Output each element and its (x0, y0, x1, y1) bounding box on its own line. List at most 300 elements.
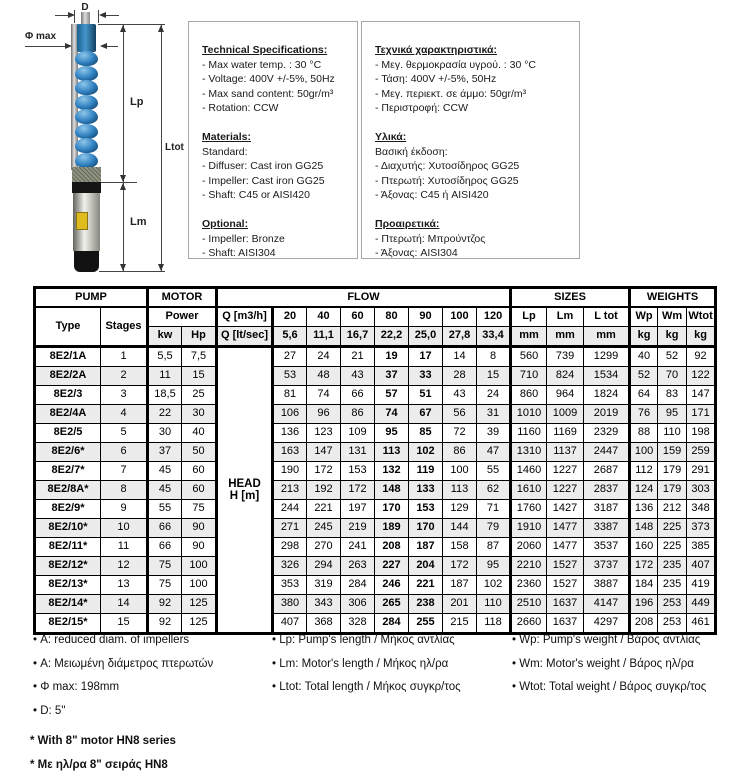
dim-label-d: D (81, 2, 89, 13)
head-value-cell: 172 (341, 481, 375, 500)
table-row (35, 500, 716, 519)
head-value-cell: 74 (375, 405, 409, 424)
footnotes-right (512, 634, 706, 705)
pump-type-cell: 8E2/12* (35, 557, 101, 576)
flow-header-m3h: 80 (375, 307, 409, 327)
power-kw-cell: 75 (148, 557, 182, 576)
spec-heading: Materials: (202, 130, 252, 143)
spec-heading: Optional: (202, 217, 249, 230)
spec-line: - Άξονας: AISI304 (375, 247, 458, 260)
flow-header-m3h: 90 (409, 307, 443, 327)
weight-value-cell: 76 (630, 405, 658, 424)
star-note: * With 8" motor HN8 series (30, 735, 176, 747)
footnote-item: • A: Μειωμένη διάμετρος πτερωτών (33, 658, 213, 670)
head-value-cell: 153 (409, 500, 443, 519)
table-row (35, 443, 716, 462)
head-value-cell: 263 (341, 557, 375, 576)
spec-heading: Υλικά: (375, 130, 407, 143)
size-value-cell: 2019 (584, 405, 630, 424)
power-hp-cell: 100 (182, 557, 217, 576)
head-value-cell: 71 (477, 500, 511, 519)
spec-section (375, 130, 571, 203)
footnotes-middle (272, 634, 461, 705)
table-row (35, 614, 716, 634)
head-value-cell: 67 (409, 405, 443, 424)
arrow-right-icon (68, 12, 75, 18)
weight-value-cell: 179 (658, 481, 687, 500)
size-value-cell: 824 (547, 367, 584, 386)
size-value-cell: 1227 (547, 462, 584, 481)
spec-line: - Διαχυτής: Χυτοσίδηρος GG25 (375, 160, 520, 173)
stages-cell: 15 (101, 614, 148, 634)
head-value-cell: 133 (409, 481, 443, 500)
flow-header-m3h: 100 (443, 307, 477, 327)
head-value-cell: 24 (307, 347, 341, 367)
star-note: * Με ηλ/ρα 8" σειράς HN8 (30, 758, 168, 771)
arrow-down-icon (120, 175, 126, 182)
weight-value-cell: 196 (630, 595, 658, 614)
dim-line (105, 15, 119, 16)
head-value-cell: 219 (341, 519, 375, 538)
spec-line: - Shaft: AISI304 (202, 247, 276, 260)
head-value-cell: 192 (307, 481, 341, 500)
head-value-cell: 106 (273, 405, 307, 424)
head-value-cell: 132 (375, 462, 409, 481)
power-hp-cell: 90 (182, 538, 217, 557)
power-kw-cell: 11 (148, 367, 182, 386)
head-value-cell: 238 (409, 595, 443, 614)
spec-line: - Πτερωτή: Χυτοσίδηρος GG25 (375, 174, 519, 187)
weight-unit-header: kg (658, 327, 687, 347)
weight-value-cell: 385 (687, 538, 716, 557)
head-value-cell: 170 (409, 519, 443, 538)
size-col-header: L tot (584, 307, 630, 327)
head-value-cell: 190 (273, 462, 307, 481)
power-hp-cell: 125 (182, 595, 217, 614)
head-value-cell: 131 (341, 443, 375, 462)
pump-type-cell: 8E2/1A (35, 347, 101, 367)
spec-section (375, 43, 571, 116)
size-value-cell: 2447 (584, 443, 630, 462)
size-value-cell: 3887 (584, 576, 630, 595)
weight-value-cell: 208 (630, 614, 658, 634)
weight-value-cell: 136 (630, 500, 658, 519)
power-kw-cell: 18,5 (148, 386, 182, 405)
flow-header-m3h: 60 (341, 307, 375, 327)
weight-unit-header: kg (687, 327, 716, 347)
table-row (35, 519, 716, 538)
pump-type-cell: 8E2/11* (35, 538, 101, 557)
weight-value-cell: 92 (687, 347, 716, 367)
spec-section (202, 130, 349, 203)
spec-heading: Technical Specifications: (202, 44, 328, 56)
head-value-cell: 298 (273, 538, 307, 557)
dim-label-lp: Lp (130, 96, 144, 108)
stages-cell: 14 (101, 595, 148, 614)
head-value-cell: 100 (443, 462, 477, 481)
weight-value-cell: 291 (687, 462, 716, 481)
power-hp-cell: 60 (182, 481, 217, 500)
head-value-cell: 14 (443, 347, 477, 367)
head-value-cell: 221 (409, 576, 443, 595)
group-header-motor: MOTOR (148, 288, 217, 308)
motor-label (76, 212, 88, 230)
weight-col-header: Wtot (687, 307, 716, 327)
spec-line: - Impeller: Bronze (202, 232, 285, 245)
power-hp-cell: 90 (182, 519, 217, 538)
spec-heading: Προαιρετικά: (375, 217, 440, 230)
head-value-cell: 79 (477, 519, 511, 538)
weight-value-cell: 212 (658, 500, 687, 519)
footnote-item: • Lp: Pump's length / Μήκος αντλίας (272, 634, 461, 646)
size-value-cell: 1010 (511, 405, 547, 424)
head-value-cell: 28 (443, 367, 477, 386)
head-value-cell: 380 (273, 595, 307, 614)
pump-type-cell: 8E2/8A* (35, 481, 101, 500)
power-kw-cell: 66 (148, 519, 182, 538)
dim-label-lm: Lm (130, 216, 147, 228)
table-row (35, 557, 716, 576)
weight-value-cell: 95 (658, 405, 687, 424)
dim-line (106, 46, 118, 47)
weight-value-cell: 253 (658, 614, 687, 634)
impeller-stage (75, 109, 98, 124)
size-value-cell: 2687 (584, 462, 630, 481)
spec-line: - Άξονας: C45 ή AISI420 (375, 189, 489, 202)
weight-value-cell: 52 (630, 367, 658, 386)
size-value-cell: 2360 (511, 576, 547, 595)
head-value-cell: 172 (443, 557, 477, 576)
head-value-cell: 43 (341, 367, 375, 386)
power-kw-cell: 92 (148, 614, 182, 634)
motor-bottom-cap (74, 251, 99, 272)
head-value-cell: 15 (477, 367, 511, 386)
spec-line: - Μεγ. περιεκτ. σε άμμο: 50gr/m³ (375, 87, 527, 100)
impeller-stage (75, 138, 98, 153)
table-row (35, 386, 716, 405)
weight-value-cell: 303 (687, 481, 716, 500)
head-value-cell: 113 (375, 443, 409, 462)
head-value-cell: 113 (443, 481, 477, 500)
size-value-cell: 710 (511, 367, 547, 386)
stages-cell: 11 (101, 538, 148, 557)
head-value-cell: 47 (477, 443, 511, 462)
head-value-cell: 109 (341, 424, 375, 443)
head-value-cell: 148 (375, 481, 409, 500)
col-header-q-ltsec: Q [lt/sec] (217, 327, 273, 347)
flow-header-m3h: 120 (477, 307, 511, 327)
head-value-cell: 319 (307, 576, 341, 595)
spec-line: - Περιστροφή: CCW (375, 102, 468, 115)
pump-type-cell: 8E2/10* (35, 519, 101, 538)
head-value-cell: 55 (477, 462, 511, 481)
head-value-cell: 270 (307, 538, 341, 557)
group-header-sizes: SIZES (511, 288, 630, 308)
head-value-cell: 353 (273, 576, 307, 595)
size-value-cell: 2510 (511, 595, 547, 614)
spec-line: - Voltage: 400V +/-5%, 50Hz (202, 73, 335, 86)
ref-line-top (98, 24, 165, 25)
stages-cell: 9 (101, 500, 148, 519)
head-value-cell: 368 (307, 614, 341, 634)
weight-value-cell: 225 (658, 538, 687, 557)
weight-value-cell: 88 (630, 424, 658, 443)
size-value-cell: 1427 (547, 500, 584, 519)
technical-specs-box-gr (361, 21, 580, 259)
star-notes (30, 735, 176, 779)
pump-type-cell: 8E2/2A (35, 367, 101, 386)
arrow-up-icon (120, 183, 126, 190)
spec-line: - Μεγ. θερμοκρασία υγρού. : 30 °C (375, 58, 536, 71)
size-value-cell: 560 (511, 347, 547, 367)
head-value-cell: 62 (477, 481, 511, 500)
arrow-left-icon (99, 12, 106, 18)
head-value-cell: 33 (409, 367, 443, 386)
head-value-cell: 265 (375, 595, 409, 614)
weight-value-cell: 235 (658, 576, 687, 595)
head-column-label (217, 347, 273, 634)
head-value-cell: 95 (375, 424, 409, 443)
table-row (35, 424, 716, 443)
head-value-cell: 86 (443, 443, 477, 462)
weight-value-cell: 419 (687, 576, 716, 595)
size-value-cell: 3387 (584, 519, 630, 538)
size-value-cell: 1637 (547, 595, 584, 614)
spec-line: - Πτερωτή: Μπρούντζος (375, 232, 486, 245)
weight-value-cell: 179 (658, 462, 687, 481)
spec-heading: Τεχνικά χαρακτηριστικά: (375, 44, 497, 56)
pump-data-table (33, 286, 717, 635)
dim-line-lp (123, 25, 124, 182)
head-value-cell: 87 (477, 538, 511, 557)
footnote-item: • Ltot: Total length / Μήκος συγκρ/τος (272, 681, 461, 693)
head-value-cell: 170 (375, 500, 409, 519)
size-value-cell: 1534 (584, 367, 630, 386)
head-value-cell: 31 (477, 405, 511, 424)
head-value-cell: 86 (341, 405, 375, 424)
head-value-cell: 118 (477, 614, 511, 634)
size-value-cell: 1169 (547, 424, 584, 443)
weight-value-cell: 160 (630, 538, 658, 557)
head-value-cell: 208 (375, 538, 409, 557)
head-value-cell: 85 (409, 424, 443, 443)
head-value-cell: 48 (307, 367, 341, 386)
spec-line: - Max water temp. : 30 °C (202, 58, 322, 71)
impeller-stage (75, 51, 98, 66)
weight-value-cell: 253 (658, 595, 687, 614)
weight-value-cell: 64 (630, 386, 658, 405)
arrow-up-icon (158, 25, 164, 32)
head-value-cell: 53 (273, 367, 307, 386)
weight-value-cell: 110 (658, 424, 687, 443)
head-value-cell: 129 (443, 500, 477, 519)
size-value-cell: 1527 (547, 576, 584, 595)
col-header-kw: kw (148, 327, 182, 347)
group-header-flow: FLOW (217, 288, 511, 308)
head-value-cell: 123 (307, 424, 341, 443)
size-value-cell: 1460 (511, 462, 547, 481)
power-hp-cell: 15 (182, 367, 217, 386)
head-value-cell: 39 (477, 424, 511, 443)
stages-cell: 6 (101, 443, 148, 462)
power-hp-cell: 75 (182, 500, 217, 519)
stages-cell: 1 (101, 347, 148, 367)
stages-cell: 8 (101, 481, 148, 500)
col-header-q-m3h: Q [m3/h] (217, 307, 273, 327)
pump-type-cell: 8E2/9* (35, 500, 101, 519)
stages-cell: 12 (101, 557, 148, 576)
table-row (35, 462, 716, 481)
pump-type-cell: 8E2/4A (35, 405, 101, 424)
spec-line: - Shaft: C45 or AISI420 (202, 189, 310, 202)
flow-header-ltsec: 5,6 (273, 327, 307, 347)
pump-discharge-casing (77, 24, 96, 52)
size-value-cell: 1009 (547, 405, 584, 424)
size-value-cell: 4297 (584, 614, 630, 634)
arrow-up-icon (120, 25, 126, 32)
pump-strainer (72, 167, 101, 182)
size-value-cell: 2060 (511, 538, 547, 557)
spec-section (202, 43, 349, 116)
spec-line: - Impeller: Cast iron GG25 (202, 174, 325, 187)
head-value-cell: 110 (477, 595, 511, 614)
table-row (35, 405, 716, 424)
pump-type-cell: 8E2/3 (35, 386, 101, 405)
flow-header-m3h: 20 (273, 307, 307, 327)
stages-cell: 4 (101, 405, 148, 424)
head-value-cell: 201 (443, 595, 477, 614)
power-hp-cell: 30 (182, 405, 217, 424)
size-value-cell: 1477 (547, 519, 584, 538)
head-value-cell: 271 (273, 519, 307, 538)
head-value-cell: 284 (375, 614, 409, 634)
size-unit-header: mm (584, 327, 630, 347)
head-value-cell: 187 (409, 538, 443, 557)
size-col-header: Lp (511, 307, 547, 327)
head-value-cell: 57 (375, 386, 409, 405)
size-unit-header: mm (547, 327, 584, 347)
head-value-cell: 43 (443, 386, 477, 405)
head-value-cell: 27 (273, 347, 307, 367)
weight-value-cell: 112 (630, 462, 658, 481)
ref-line-bottom (99, 271, 165, 272)
flow-header-ltsec: 22,2 (375, 327, 409, 347)
weight-value-cell: 83 (658, 386, 687, 405)
head-value-cell: 74 (307, 386, 341, 405)
head-value-cell: 8 (477, 347, 511, 367)
size-value-cell: 4147 (584, 595, 630, 614)
weight-value-cell: 235 (658, 557, 687, 576)
power-kw-cell: 75 (148, 576, 182, 595)
weight-value-cell: 122 (687, 367, 716, 386)
head-value-cell: 407 (273, 614, 307, 634)
pump-type-cell: 8E2/6* (35, 443, 101, 462)
impeller-stage (75, 66, 98, 81)
flow-header-ltsec: 25,0 (409, 327, 443, 347)
size-value-cell: 1824 (584, 386, 630, 405)
col-header-type: Type (35, 307, 101, 347)
dim-line-lm (123, 183, 124, 271)
head-value-cell: 119 (409, 462, 443, 481)
head-value-cell: 96 (307, 405, 341, 424)
footnote-item: • Wm: Motor's weight / Βάρος ηλ/ρα (512, 658, 706, 670)
head-value-cell: 153 (341, 462, 375, 481)
weight-value-cell: 373 (687, 519, 716, 538)
head-value-cell: 328 (341, 614, 375, 634)
head-value-cell: 19 (375, 347, 409, 367)
size-value-cell: 739 (547, 347, 584, 367)
power-kw-cell: 92 (148, 595, 182, 614)
head-value-cell: 81 (273, 386, 307, 405)
head-value-cell: 215 (443, 614, 477, 634)
power-kw-cell: 30 (148, 424, 182, 443)
power-kw-cell: 55 (148, 500, 182, 519)
weight-value-cell: 159 (658, 443, 687, 462)
head-value-cell: 37 (375, 367, 409, 386)
size-value-cell: 1910 (511, 519, 547, 538)
weight-value-cell: 259 (687, 443, 716, 462)
pump-type-cell: 8E2/15* (35, 614, 101, 634)
dim-line (25, 46, 65, 47)
size-value-cell: 2210 (511, 557, 547, 576)
weight-value-cell: 40 (630, 347, 658, 367)
power-hp-cell: 7,5 (182, 347, 217, 367)
head-value-cell: 241 (341, 538, 375, 557)
size-col-header: Lm (547, 307, 584, 327)
size-value-cell: 3737 (584, 557, 630, 576)
power-hp-cell: 60 (182, 462, 217, 481)
weight-value-cell: 461 (687, 614, 716, 634)
flow-header-ltsec: 11,1 (307, 327, 341, 347)
head-value-cell: 326 (273, 557, 307, 576)
footnote-item: • Wtot: Total weight / Βάρος συγκρ/τος (512, 681, 706, 693)
weight-value-cell: 184 (630, 576, 658, 595)
footnotes-left (33, 634, 213, 728)
weight-value-cell: 449 (687, 595, 716, 614)
size-value-cell: 1160 (511, 424, 547, 443)
size-value-cell: 1137 (547, 443, 584, 462)
weight-value-cell: 407 (687, 557, 716, 576)
impeller-stage (75, 80, 98, 95)
size-value-cell: 860 (511, 386, 547, 405)
power-hp-cell: 40 (182, 424, 217, 443)
table-row (35, 367, 716, 386)
size-value-cell: 2329 (584, 424, 630, 443)
weight-value-cell: 124 (630, 481, 658, 500)
group-header-pump: PUMP (35, 288, 148, 308)
power-kw-cell: 45 (148, 481, 182, 500)
head-value-cell: 221 (307, 500, 341, 519)
weight-value-cell: 100 (630, 443, 658, 462)
head-value-cell: 255 (409, 614, 443, 634)
weight-col-header: Wm (658, 307, 687, 327)
flow-header-m3h: 40 (307, 307, 341, 327)
spec-line: - Max sand content: 50gr/m³ (202, 87, 334, 100)
technical-specs-box-en (188, 21, 358, 259)
flow-header-ltsec: 27,8 (443, 327, 477, 347)
head-value-cell: 204 (409, 557, 443, 576)
head-value-cell: 72 (443, 424, 477, 443)
footnote-item: • D: 5" (33, 705, 213, 717)
weight-value-cell: 198 (687, 424, 716, 443)
weight-value-cell: 171 (687, 405, 716, 424)
head-value-cell: 227 (375, 557, 409, 576)
pump-diagram (15, 4, 185, 282)
motor-coupling-band (72, 182, 101, 193)
table-row (35, 595, 716, 614)
head-value-cell: 246 (375, 576, 409, 595)
head-value-cell: 51 (409, 386, 443, 405)
